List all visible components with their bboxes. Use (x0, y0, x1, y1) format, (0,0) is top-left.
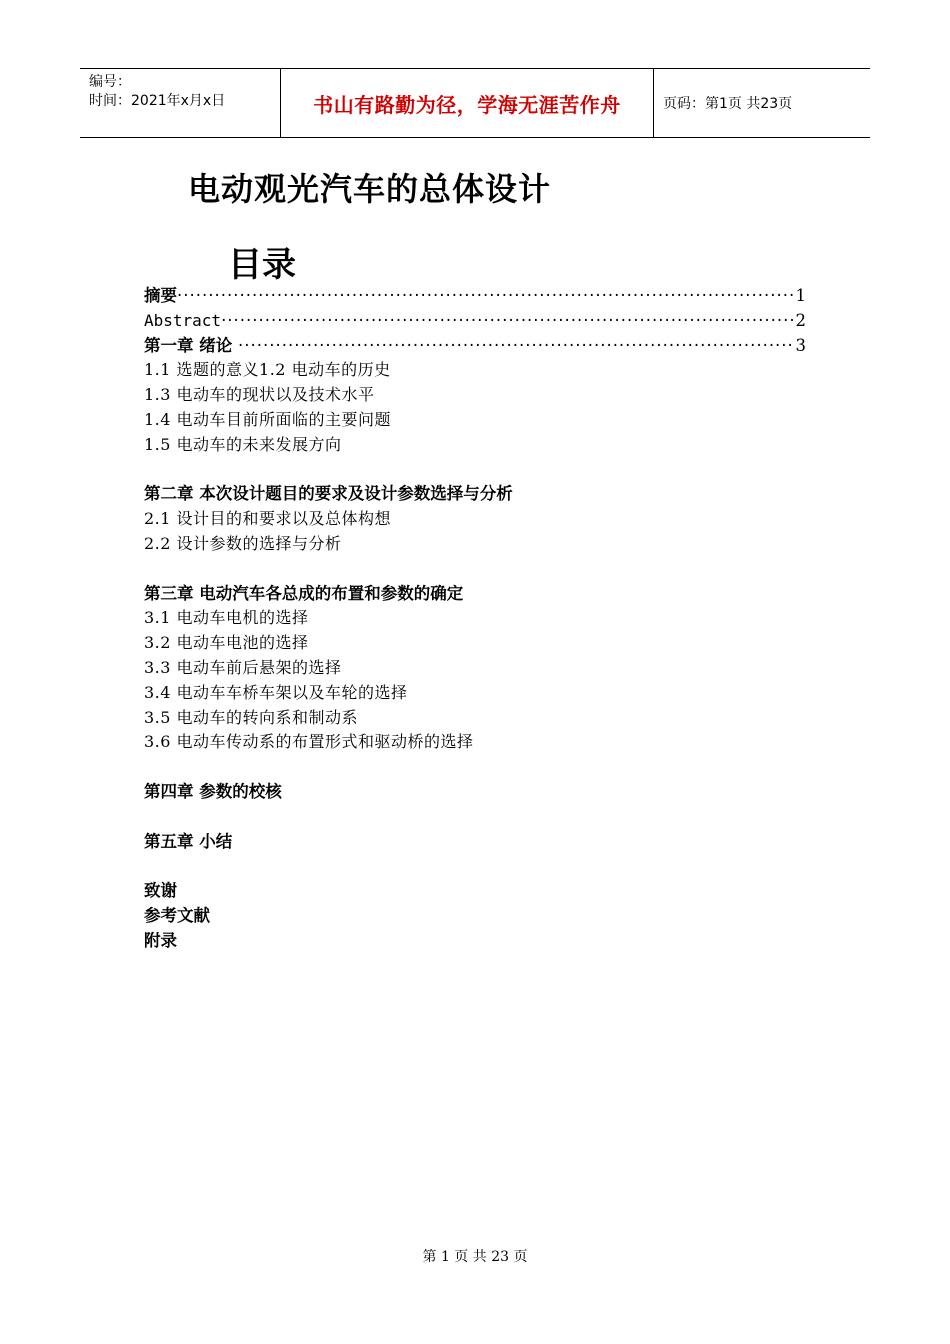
toc-page-number: 1 (795, 286, 806, 305)
toc-leader-dots (238, 334, 794, 359)
header-meta (80, 69, 281, 137)
toc-subentry[interactable]: 3.3 电动车前后悬架的选择 (144, 657, 342, 677)
toc-entry-label: 摘要 (144, 286, 177, 305)
page-info-text: 页码：第1页 共23页 (663, 96, 793, 112)
toc-subentry[interactable]: 2.2 设计参数的选择与分析 (144, 533, 342, 553)
toc-spacer (144, 854, 806, 879)
table-of-contents (144, 284, 806, 954)
toc-leader-dots (177, 284, 794, 309)
motto-text: 书山有路勤为径，学海无涯苦作舟 (313, 92, 621, 117)
document-number-label: 编号： (89, 74, 131, 90)
toc-subentry[interactable]: 3.4 电动车车桥车架以及车轮的选择 (144, 682, 408, 702)
toc-entry-label: 第一章 绪论 (144, 335, 238, 355)
toc-leader-dots (221, 309, 793, 334)
page-header (80, 68, 870, 138)
toc-subentry[interactable]: 1.5 电动车的未来发展方向 (144, 434, 342, 454)
toc-spacer (144, 755, 806, 780)
toc-spacer (144, 805, 806, 830)
toc-entry-chapter-4[interactable]: 第四章 参数的校核 (144, 781, 282, 801)
document-date: 时间：2021年x月x日 (89, 93, 226, 109)
toc-subentry[interactable]: 2.1 设计目的和要求以及总体构想 (144, 509, 392, 529)
toc-page-number: 3 (795, 335, 806, 355)
toc-entry-chapter-5[interactable]: 第五章 小结 (144, 831, 233, 851)
toc-entry-chapter-2[interactable]: 第二章 本次设计题目的要求及设计参数选择与分析 (144, 484, 513, 504)
toc-heading: 目录 (228, 245, 296, 285)
toc-entry-references[interactable]: 参考文献 (144, 905, 210, 925)
toc-spacer (144, 458, 806, 483)
document-title: 电动观光汽车的总体设计 (188, 170, 552, 208)
toc-entry-label: Abstract (144, 310, 222, 330)
header-motto-cell (281, 69, 654, 137)
toc-spacer (144, 557, 806, 582)
header-page-info (654, 69, 870, 137)
toc-entry-chapter-3[interactable]: 第三章 电动汽车各总成的布置和参数的确定 (144, 583, 464, 603)
toc-subentry[interactable]: 3.1 电动车电机的选择 (144, 608, 309, 628)
toc-entry-acknowledgements[interactable]: 致谢 (144, 881, 177, 901)
toc-page-number: 2 (795, 310, 806, 330)
toc-subentry[interactable]: 3.2 电动车电池的选择 (144, 633, 309, 653)
page-footer: 第 1 页 共 23 页 (422, 1249, 528, 1265)
toc-entry-abstract-en[interactable] (144, 309, 806, 334)
toc-subentry[interactable]: 3.5 电动车的转向系和制动系 (144, 707, 359, 727)
toc-subentry[interactable]: 3.6 电动车传动系的布置形式和驱动桥的选择 (144, 732, 474, 752)
toc-subentry[interactable]: 1.1 选题的意义1.2 电动车的历史 (144, 360, 391, 380)
toc-subentry[interactable]: 1.3 电动车的现状以及技术水平 (144, 385, 375, 405)
toc-entry-abstract-cn[interactable] (144, 284, 806, 309)
toc-entry-appendix[interactable]: 附录 (144, 930, 177, 950)
toc-entry-chapter-1[interactable] (144, 334, 806, 359)
toc-subentry[interactable]: 1.4 电动车目前所面临的主要问题 (144, 409, 392, 429)
